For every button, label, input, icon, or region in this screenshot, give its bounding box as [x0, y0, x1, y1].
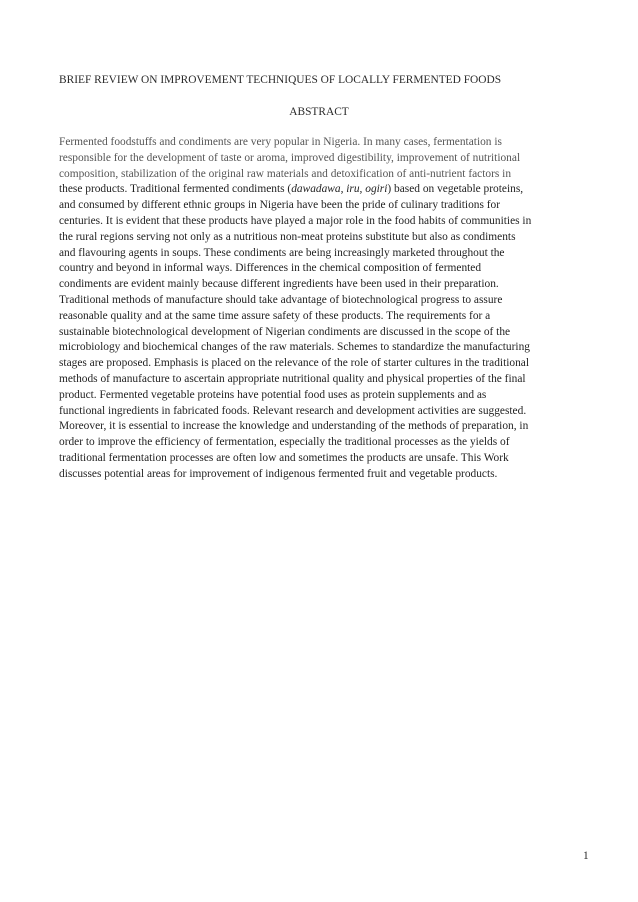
abstract-line-text: and consumed by different ethnic groups in Nigeria have been the pride of culinary traditions for — [59, 199, 501, 212]
abstract-line — [59, 182, 599, 198]
abstract-line — [59, 451, 599, 467]
abstract-line — [59, 246, 599, 262]
abstract-line-text: composition, stabilization of the original raw materials and detoxification of anti-nutrient factors in — [59, 167, 512, 180]
abstract-line — [59, 261, 599, 277]
abstract-line-text: centuries. It is evident that these products have played a major role in the food habits of communities in — [59, 214, 532, 227]
abstract-line — [59, 435, 599, 451]
abstract-line-text: stages are proposed. Emphasis is placed on the relevance of the role of starter cultures in the traditional — [59, 357, 530, 370]
abstract-line — [59, 214, 599, 230]
abstract-line-text: and flavouring agents in soups. These condiments are being increasingly marketed throughout the — [59, 246, 505, 259]
abstract-line-text: Traditional methods of manufacture should take advantage of biotechnological progress to assure — [59, 293, 503, 306]
abstract-line-text: microbiology and biochemical changes of the raw materials. Schemes to standardize the manufacturing — [59, 341, 530, 354]
abstract-line — [59, 467, 599, 483]
abstract-body — [59, 135, 599, 483]
abstract-line — [59, 372, 599, 388]
abstract-line-text: traditional fermentation processes are often low and sometimes the products are unsafe. This Work — [59, 451, 509, 464]
abstract-line-text: order to improve the efficiency of fermentation, especially the traditional processes as the yields of — [59, 436, 510, 449]
abstract-line — [59, 388, 599, 404]
abstract-line — [59, 356, 599, 372]
abstract-line — [59, 277, 599, 293]
abstract-line-text: methods of manufacture to ascertain appropriate nutritional quality and physical properties of the final — [59, 372, 526, 385]
abstract-line — [59, 293, 599, 309]
abstract-line-text: country and beyond in informal ways. Differences in the chemical composition of fermented — [59, 262, 482, 275]
abstract-line-text: Fermented foodstuffs and condiments are very popular in Nigeria. In many cases, fermentation is — [59, 136, 502, 148]
paper-title: BRIEF REVIEW ON IMPROVEMENT TECHNIQUES OF LOCALLY FERMENTED FOODS — [59, 74, 502, 86]
abstract-line-italic: dawadawa, iru, ogiri — [291, 183, 388, 196]
abstract-line-text: responsible for the development of taste or aroma, improved digestibility, improvement of nutritional — [59, 151, 521, 164]
abstract-line — [59, 419, 599, 435]
abstract-line — [59, 404, 599, 420]
abstract-line — [59, 167, 599, 183]
abstract-line — [59, 151, 599, 167]
abstract-line — [59, 340, 599, 356]
abstract-line — [59, 198, 599, 214]
abstract-line-text-after: ) based on vegetable proteins, — [387, 183, 524, 196]
abstract-line-text: the rural regions serving not only as a nutritious non-meat proteins substitute but also as condiments — [59, 230, 516, 243]
abstract-line-text: condiments are evident mainly because different ingredients have been used in their preparation. — [59, 278, 499, 291]
abstract-line-text: functional ingredients in fabricated foods. Relevant research and development activities are suggested. — [59, 404, 527, 417]
abstract-line — [59, 325, 599, 341]
abstract-line-text: product. Fermented vegetable proteins have potential food uses as protein supplements and as — [59, 388, 487, 401]
abstract-line — [59, 135, 599, 151]
abstract-line-text: discusses potential areas for improvement of indigenous fermented fruit and vegetable products. — [59, 467, 498, 480]
abstract-line — [59, 309, 599, 325]
abstract-heading: ABSTRACT — [289, 106, 349, 118]
abstract-line — [59, 230, 599, 246]
abstract-line-text: reasonable quality and at the same time assure safety of these products. The requirements for a — [59, 309, 491, 322]
abstract-line-text: Moreover, it is essential to increase the knowledge and understanding of the methods of preparation, in — [59, 420, 529, 433]
abstract-line-text: sustainable biotechnological development of Nigerian condiments are discussed in the scope of the — [59, 325, 511, 338]
page-number: 1 — [583, 850, 589, 862]
abstract-line-text: these products. Traditional fermented condiments ( — [59, 183, 292, 196]
